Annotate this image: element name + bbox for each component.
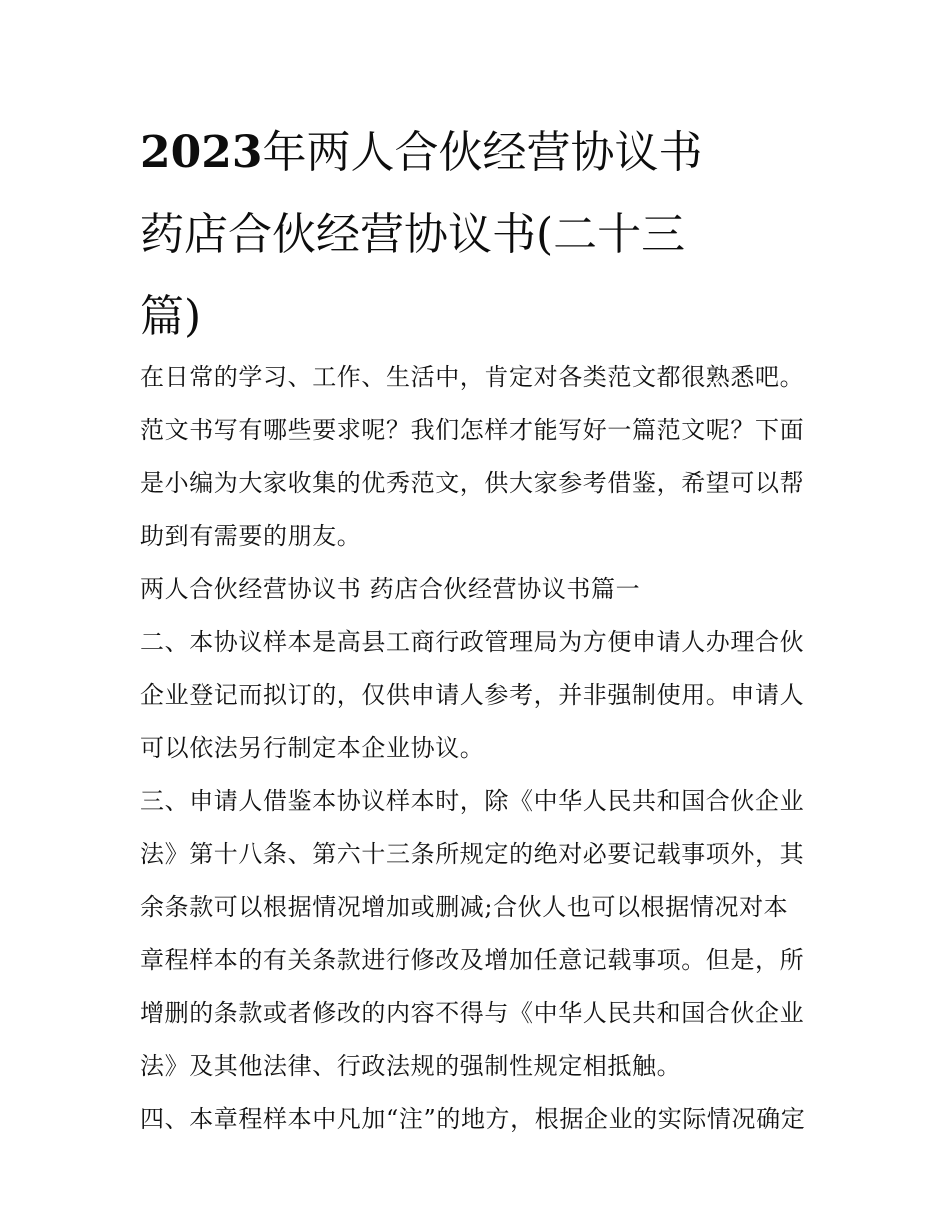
title-line3: 篇): [140, 291, 202, 342]
body-line: 章程样本的有关条款进行修改及增加任意记载事项。但是，所: [140, 946, 805, 974]
document-body: [140, 351, 820, 1146]
title-line2: 药店合伙经营协议书(二十三: [140, 209, 686, 260]
body-line: 企业登记而拟订的，仅供申请人参考，并非强制使用。申请人: [140, 681, 805, 709]
body-line: 余条款可以根据情况增加或删减;合伙人也可以根据情况对本: [140, 893, 789, 921]
body-line: 三、申请人借鉴本协议样本时，除《中华人民共和国合伙企业: [140, 787, 805, 815]
body-line: 二、本协议样本是高县工商行政管理局为方便申请人办理合伙: [140, 628, 805, 656]
title-line1-rest: 年两人合伙经营协议书: [262, 127, 703, 178]
body-line: 四、本章程样本中凡加“注”的地方，根据企业的实际情况确定: [140, 1105, 806, 1133]
section-heading: 两人合伙经营协议书 药店合伙经营协议书篇一: [140, 575, 641, 603]
body-line: 增删的条款或者修改的内容不得与《中华人民共和国合伙企业: [140, 999, 805, 1027]
title-year: 2023: [140, 127, 263, 178]
body-line: 法》及其他法律、行政法规的强制性规定相抵触。: [140, 1052, 682, 1080]
body-line: 可以依法另行制定本企业协议。: [140, 734, 485, 762]
body-line: 在日常的学习、工作、生活中，肯定对各类范文都很熟悉吧。: [140, 363, 805, 391]
document-title: [140, 112, 830, 358]
body-line: 助到有需要的朋友。: [140, 522, 362, 550]
body-line: 是小编为大家收集的优秀范文，供大家参考借鉴，希望可以帮: [140, 469, 805, 497]
body-line: 法》第十八条、第六十三条所规定的绝对必要记载事项外，其: [140, 840, 805, 868]
body-line: 范文书写有哪些要求呢？我们怎样才能写好一篇范文呢？下面: [140, 416, 805, 444]
